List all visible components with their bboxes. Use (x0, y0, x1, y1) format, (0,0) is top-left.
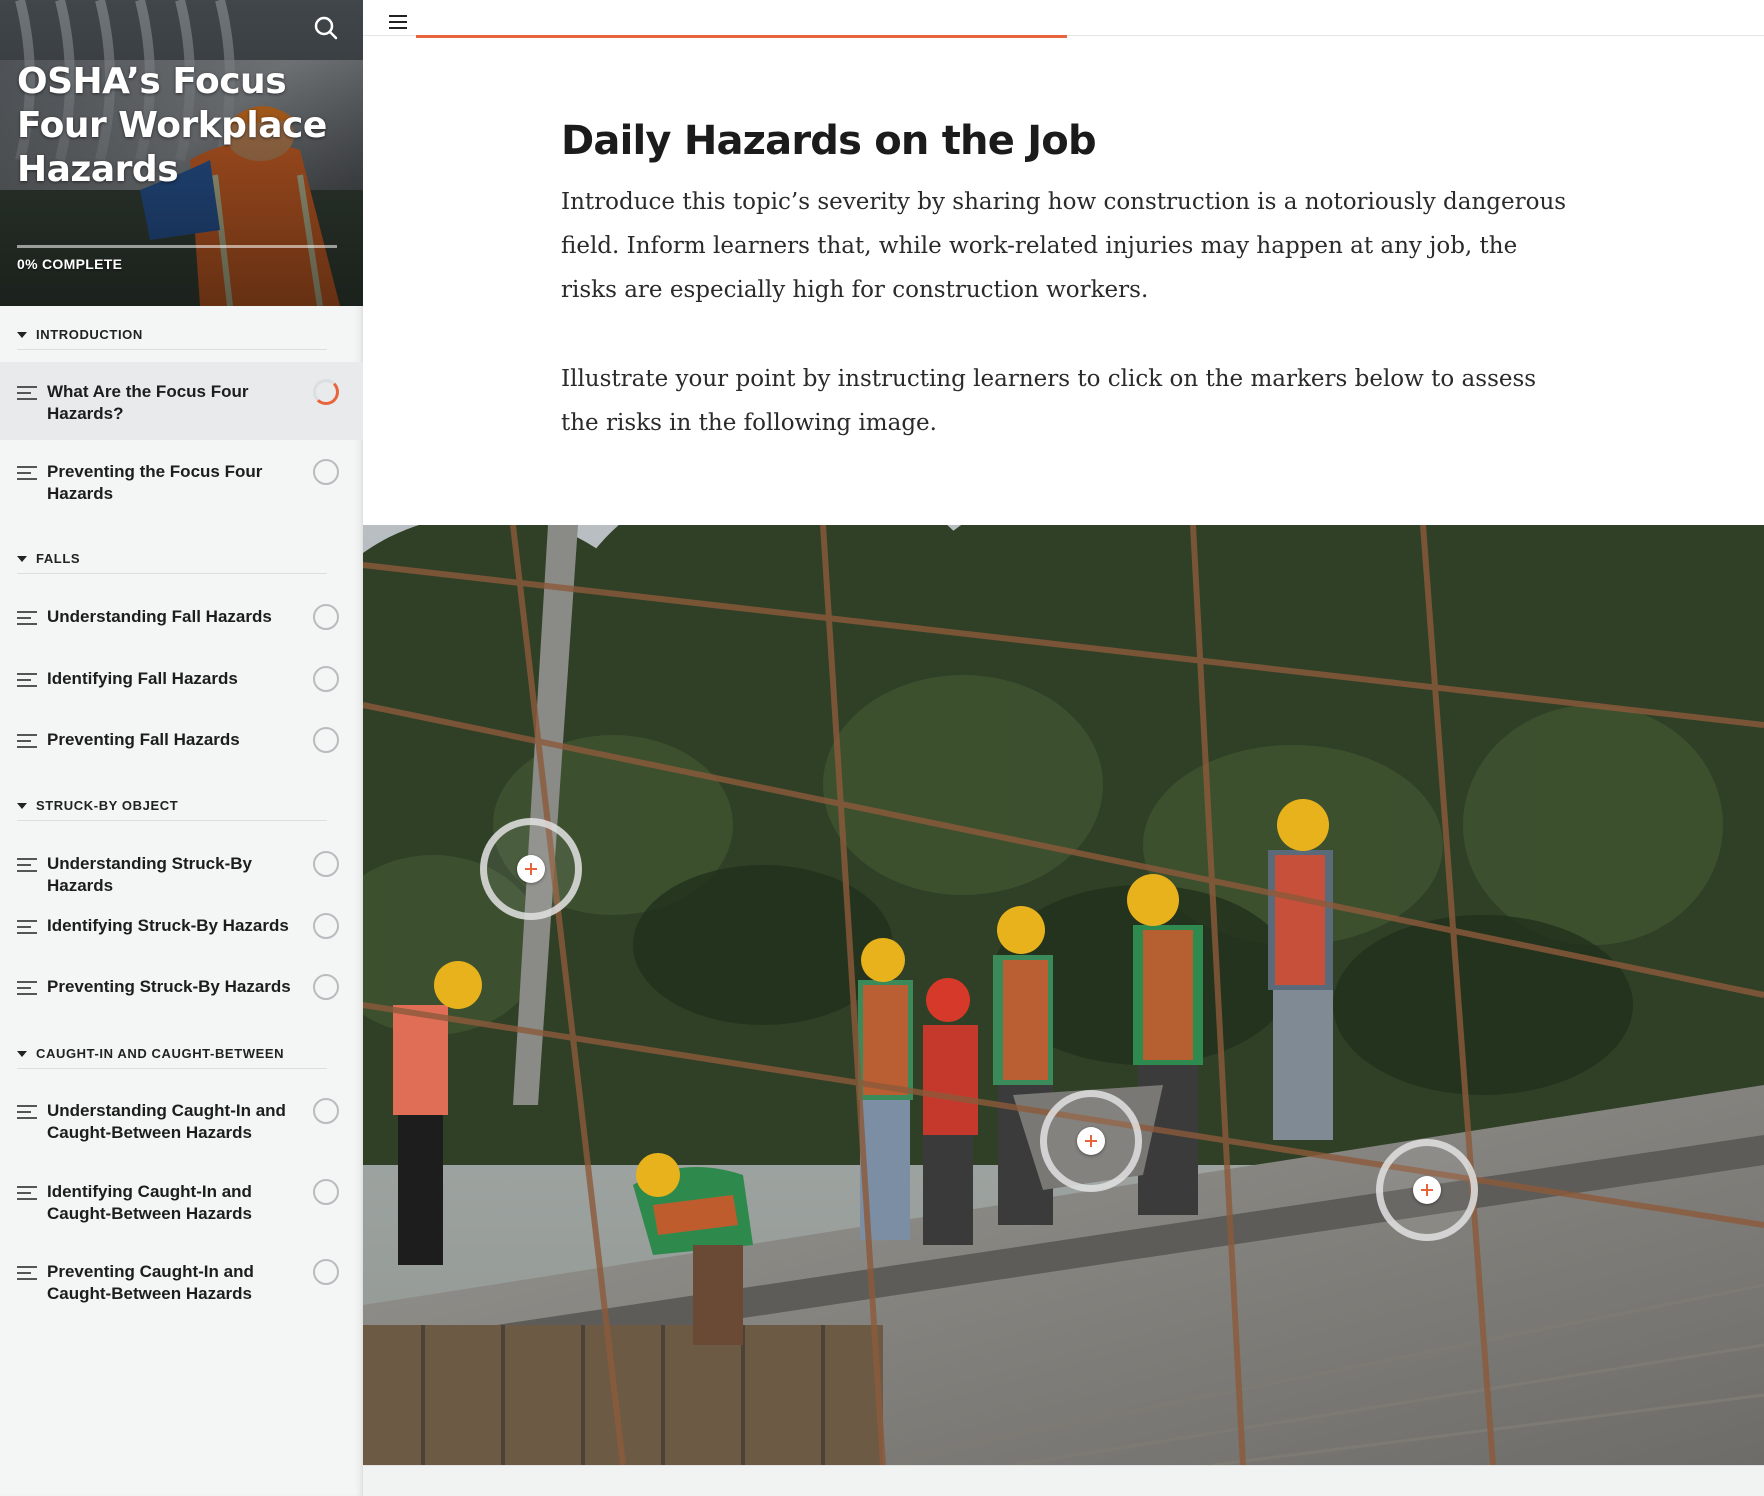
not-started-status-icon (313, 851, 339, 877)
section-label: CAUGHT-IN AND CAUGHT-BETWEEN (36, 1046, 285, 1061)
not-started-status-icon (313, 913, 339, 939)
lesson-paragraph: Introduce this topic’s severity by sharing how construction is a notoriously dangerous field. Inform learners that, while work-related injuries may happen at any job, the risks are especially high for construction workers. (561, 189, 1567, 303)
lesson-lines-icon (17, 920, 37, 934)
section-header[interactable] (17, 320, 327, 350)
lesson-topbar (363, 0, 1764, 36)
lesson-item[interactable] (0, 834, 363, 894)
lesson-paragraph: Illustrate your point by instructing learners to click on the markers below to assess the risks in the following image. (561, 366, 1537, 436)
plus-icon (1413, 1176, 1441, 1204)
section-header[interactable] (17, 544, 327, 574)
lesson-lines-icon (17, 386, 37, 400)
lesson-lines-icon (17, 1105, 37, 1119)
hazard-marker[interactable] (1040, 1090, 1142, 1192)
lesson-title: Understanding Fall Hazards (47, 607, 272, 626)
course-progress-label: 0% COMPLETE (17, 256, 123, 272)
not-started-status-icon (313, 1179, 339, 1205)
lesson-item[interactable] (0, 896, 363, 956)
not-started-status-icon (313, 604, 339, 630)
lesson-item[interactable] (0, 649, 363, 709)
lesson-title: Identifying Caught-In and Caught-Between Hazards (47, 1182, 252, 1223)
lesson-title: Preventing Struck-By Hazards (47, 977, 291, 996)
lesson-item[interactable] (0, 443, 363, 523)
not-started-status-icon (313, 974, 339, 1000)
not-started-status-icon (313, 666, 339, 692)
lesson-lines-icon (17, 981, 37, 995)
section-header[interactable] (17, 791, 327, 821)
lesson-item[interactable] (0, 1243, 363, 1323)
lesson-lines-icon (17, 734, 37, 748)
caret-down-icon (17, 332, 27, 338)
section-label: STRUCK-BY OBJECT (36, 798, 179, 813)
labeled-graphic (363, 525, 1764, 1465)
course-sidebar (0, 0, 363, 1496)
not-started-status-icon (313, 1098, 339, 1124)
plus-icon (517, 855, 545, 883)
lesson-item[interactable] (0, 362, 363, 440)
lesson-title: Preventing Caught-In and Caught-Between Hazards (47, 1262, 254, 1303)
lesson-main (363, 0, 1764, 1496)
lesson-title: Understanding Struck-By Hazards (47, 854, 252, 895)
caret-down-icon (17, 556, 27, 562)
lesson-title: Identifying Struck-By Hazards (47, 916, 289, 935)
hazard-marker[interactable] (480, 818, 582, 920)
lesson-title: Preventing the Focus Four Hazards (47, 462, 263, 503)
search-icon[interactable] (312, 14, 340, 42)
lesson-progress-bar (416, 35, 1067, 38)
lesson-title: Understanding Caught-In and Caught-Between Hazards (47, 1101, 286, 1142)
section-header[interactable] (17, 1039, 327, 1069)
lesson-item[interactable] (0, 587, 363, 647)
lesson-lines-icon (17, 673, 37, 687)
lesson-lines-icon (17, 1186, 37, 1200)
lesson-lines-icon (17, 466, 37, 480)
lesson-lines-icon (17, 611, 37, 625)
caret-down-icon (17, 803, 27, 809)
plus-icon (1077, 1127, 1105, 1155)
course-progress-bar (17, 245, 337, 248)
lesson-item[interactable] (0, 1163, 363, 1243)
lesson-lines-icon (17, 858, 37, 872)
course-header (0, 0, 363, 306)
lesson-title: Identifying Fall Hazards (47, 669, 238, 688)
bottom-bar (363, 1465, 1764, 1496)
hazard-marker[interactable] (1376, 1139, 1478, 1241)
section-label: FALLS (36, 551, 81, 566)
not-started-status-icon (313, 459, 339, 485)
menu-icon[interactable] (389, 15, 407, 29)
lesson-item[interactable] (0, 1082, 363, 1162)
lesson-title: What Are the Focus Four Hazards? (47, 382, 249, 423)
lesson-lines-icon (17, 1266, 37, 1280)
course-title: OSHA’s Focus Four Workplace Hazards (17, 61, 327, 190)
caret-down-icon (17, 1051, 27, 1057)
in-progress-status-icon (313, 379, 339, 405)
not-started-status-icon (313, 1259, 339, 1285)
section-label: INTRODUCTION (36, 327, 143, 342)
not-started-status-icon (313, 727, 339, 753)
lesson-item[interactable] (0, 957, 363, 1017)
construction-site-image (363, 525, 1764, 1465)
lesson-item[interactable] (0, 710, 363, 770)
lesson-title: Preventing Fall Hazards (47, 730, 240, 749)
lesson-heading: Daily Hazards on the Job (561, 118, 1096, 164)
